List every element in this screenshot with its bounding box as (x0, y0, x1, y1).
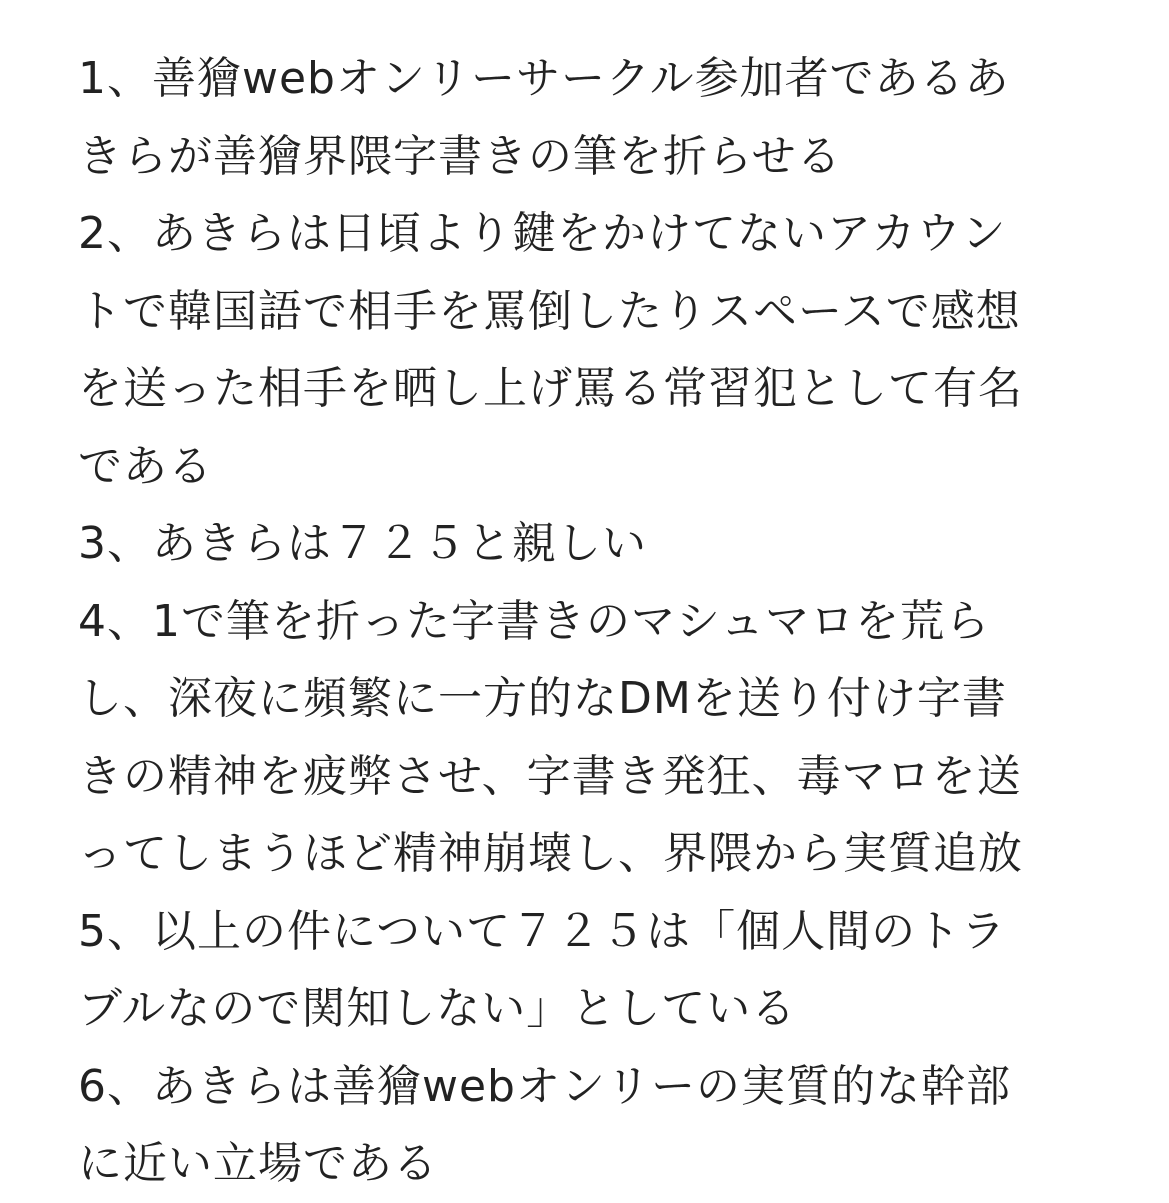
text-line: し、深夜に頻繁に一方的なDMを送り付け字書 (78, 673, 1007, 724)
text-line: 2、あきらは日頃より鍵をかけてないアカウン (78, 208, 1007, 259)
clipped-header-text (370, 0, 830, 6)
document-body (78, 40, 1098, 1203)
text-line: きらが善獪界隈字書きの筆を折らせる (78, 130, 842, 182)
text-line: トで韓国語で相手を罵倒したりスペースで感想 (78, 285, 1021, 337)
text-line: ブルなので関知しない」としている (78, 983, 797, 1034)
text-line: である (78, 440, 213, 492)
text-line: 1、善獪webオンリーサークル参加者であるあ (78, 53, 1010, 104)
text-line: きの精神を疲弊させ、字書き発狂、毒マロを送 (78, 750, 1022, 802)
text-line: 4、1で筆を折った字書きのマシュマロを荒ら (78, 595, 991, 647)
text-line: を送った相手を晒し上げ罵る常習犯として有名 (78, 363, 1023, 414)
text-line: に近い立場である (78, 1138, 438, 1189)
text-line: ってしまうほど精神崩壊し、界隈から実質追放 (78, 828, 1023, 879)
text-line: 6、あきらは善獪webオンリーの実質的な幹部 (78, 1060, 1011, 1112)
text-line: 5、以上の件について７２５は「個人間のトラ (78, 905, 1007, 957)
text-line: 3、あきらは７２５と親しい (78, 518, 647, 569)
